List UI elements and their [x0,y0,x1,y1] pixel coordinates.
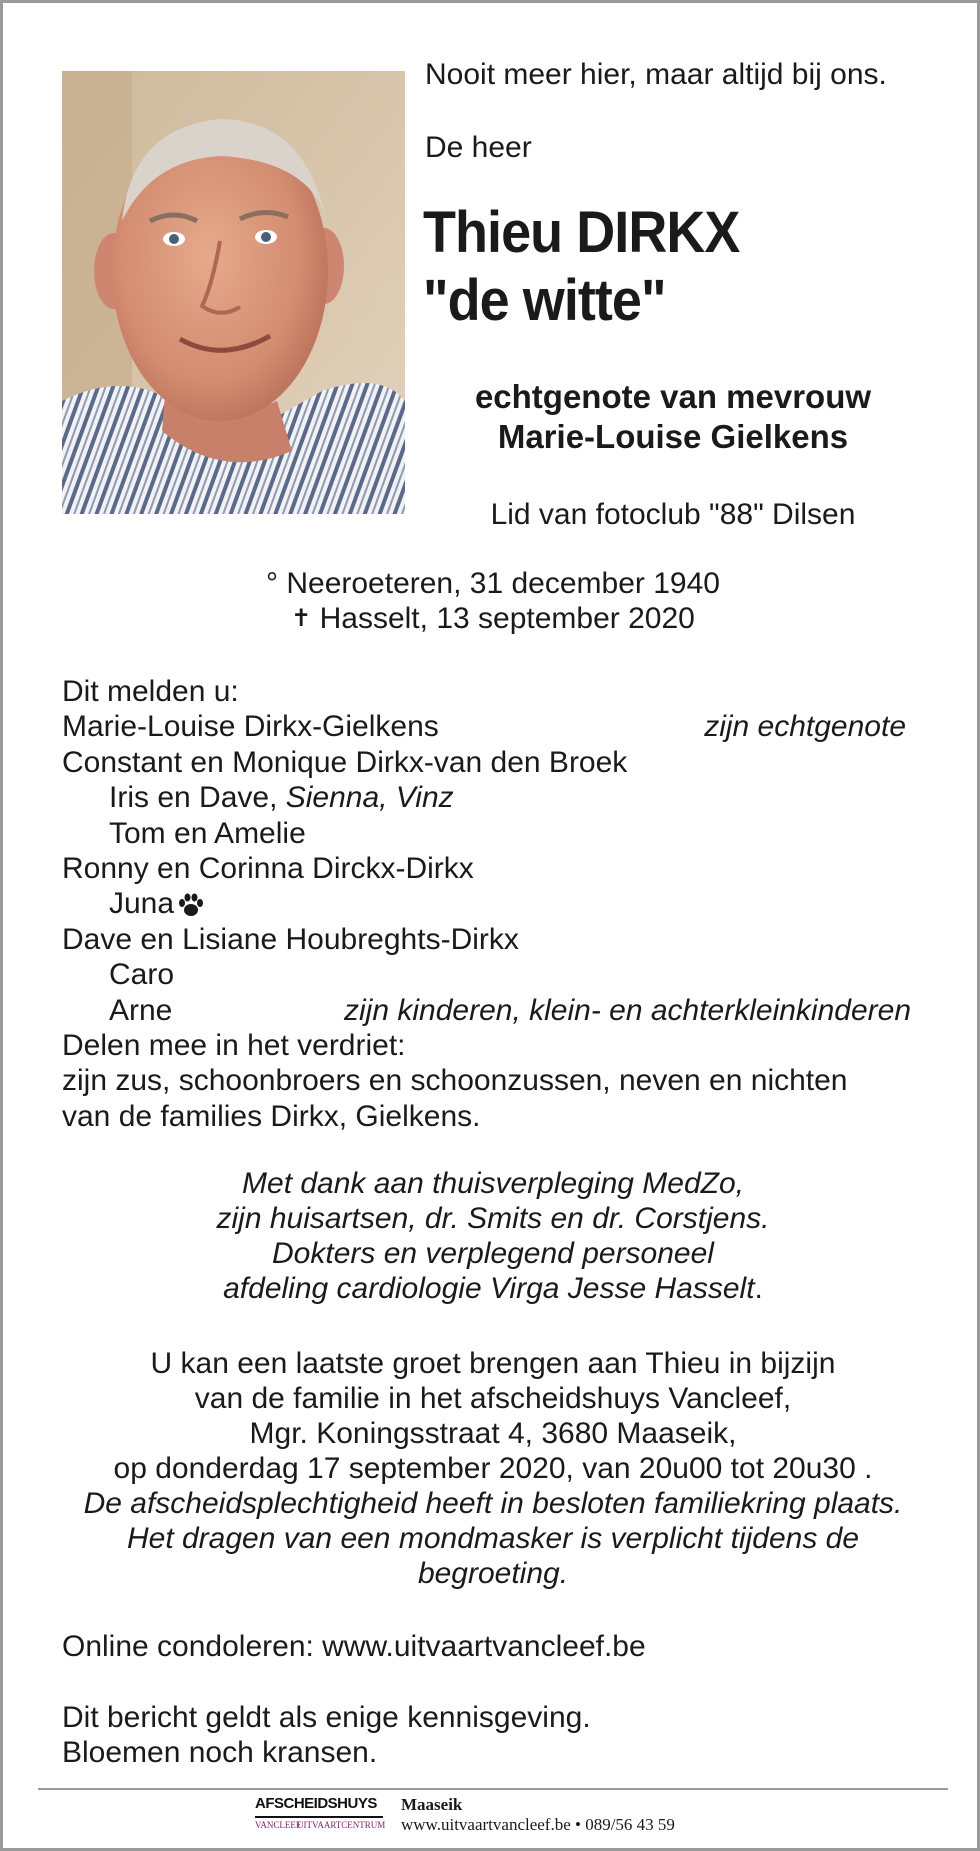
portrait-illustration [62,71,405,514]
logo-name: AFSCHEIDSHUYS [255,1795,377,1812]
paw-icon [178,890,204,925]
thanks-line-4 [3,1271,980,1306]
children-role: zijn kinderen, klein- en achterkleinkinderen [344,993,911,1027]
visitation-line-1: U kan een laatste groet brengen aan Thieu in bijzijn [150,1347,836,1380]
wife-role: zijn echtgenote [704,710,906,744]
list-item: Constant en Monique Dirkx-van den Broek [62,745,628,779]
mask-line-1: Het dragen van een mondmasker is verplicht tijdens de [126,1522,860,1555]
wife-name: Marie-Louise Dirkx-Gielkens [62,710,439,744]
grandchild-name: Juna [109,887,175,921]
great-grandchildren: Sienna, Vinz [285,781,454,815]
ceremony-line: De afscheidsplechtigheid heeft in besloten familiekring plaats. [83,1487,903,1520]
thanks-line-4-text: afdeling cardiologie Virga Jesse Hasselt [223,1272,755,1305]
family-list [62,674,922,1134]
share-intro: Delen mee in het verdriet: [62,1028,406,1062]
footer-divider [38,1788,948,1790]
grandchild-name: Arne [109,993,173,1027]
grandchild-couple: Iris en Dave, [109,781,286,815]
logo-bar [255,1816,383,1818]
birth-line: ° Neeroeteren, 31 december 1940 [266,567,720,600]
list-item: Caro [109,958,175,992]
honorific-prefix: De heer [425,131,532,164]
logo-sub-1: VANCLEEF [255,1820,301,1830]
thanks-line-4-period: . [754,1272,763,1305]
thanks-line-1: Met dank aan thuisverpleging MedZo, [242,1167,744,1200]
share-line-2: van de families Dirkx, Gielkens. [62,1099,481,1133]
life-dates [3,566,980,638]
visitation-line-4: op donderdag 17 september 2020, van 20u00 tot 20u30 . [113,1452,873,1485]
logo-sub-2: UITVAARTCENTRUM [297,1820,386,1830]
footer-city: Maaseik [401,1795,463,1814]
portrait-photo [62,71,405,514]
thanks-line-3: Dokters en verplegend personeel [272,1237,714,1270]
tagline: Nooit meer hier, maar altijd bij ons. [425,58,887,91]
footer-contact: www.uitvaartvancleef.be • 089/56 43 59 [401,1815,675,1834]
thanks-block [3,1166,980,1306]
list-item [62,886,922,921]
death-line [3,601,980,638]
mask-line-2: begroeting. [417,1557,569,1590]
list-item [62,993,922,1028]
club-membership: Lid van fotoclub "88" Dilsen [490,498,856,531]
family-intro: Dit melden u: [62,675,239,708]
death-text: Hasselt, 13 september 2020 [319,602,695,635]
spouse-line-1: echtgenote van mevrouw [474,378,872,415]
list-item: Tom en Amelie [109,816,306,850]
visitation-block [3,1346,980,1591]
visitation-line-3: Mgr. Koningsstraat 4, 3680 Maaseik, [249,1417,737,1450]
list-item: Ronny en Corinna Dirckx-Dirkx [62,851,474,885]
list-item: Dave en Lisiane Houbreghts-Dirkx [62,922,519,956]
thanks-line-2: zijn huisartsen, dr. Smits en dr. Corstjens. [216,1202,770,1235]
visitation-line-2: van de familie in het afscheidshuys Vancleef, [194,1382,792,1415]
notice-block [62,1700,591,1770]
online-condolence: Online condoleren: www.uitvaartvancleef.be [62,1630,646,1663]
deceased-name: Thieu DIRKX [423,200,740,265]
deceased-nickname: "de witte" [423,268,666,333]
list-item [62,709,922,744]
list-item [62,780,922,815]
spouse-line-2: Marie-Louise Gielkens [497,418,849,455]
notice-line-1: Dit bericht geldt als enige kennisgeving. [62,1701,591,1734]
cross-icon: ✝ [291,605,312,632]
funeral-home-logo [255,1793,385,1837]
spouse-block [423,377,923,457]
notice-line-2: Bloemen noch kransen. [62,1736,378,1769]
share-line-1: zijn zus, schoonbroers en schoonzussen, neven en nichten [62,1064,848,1098]
